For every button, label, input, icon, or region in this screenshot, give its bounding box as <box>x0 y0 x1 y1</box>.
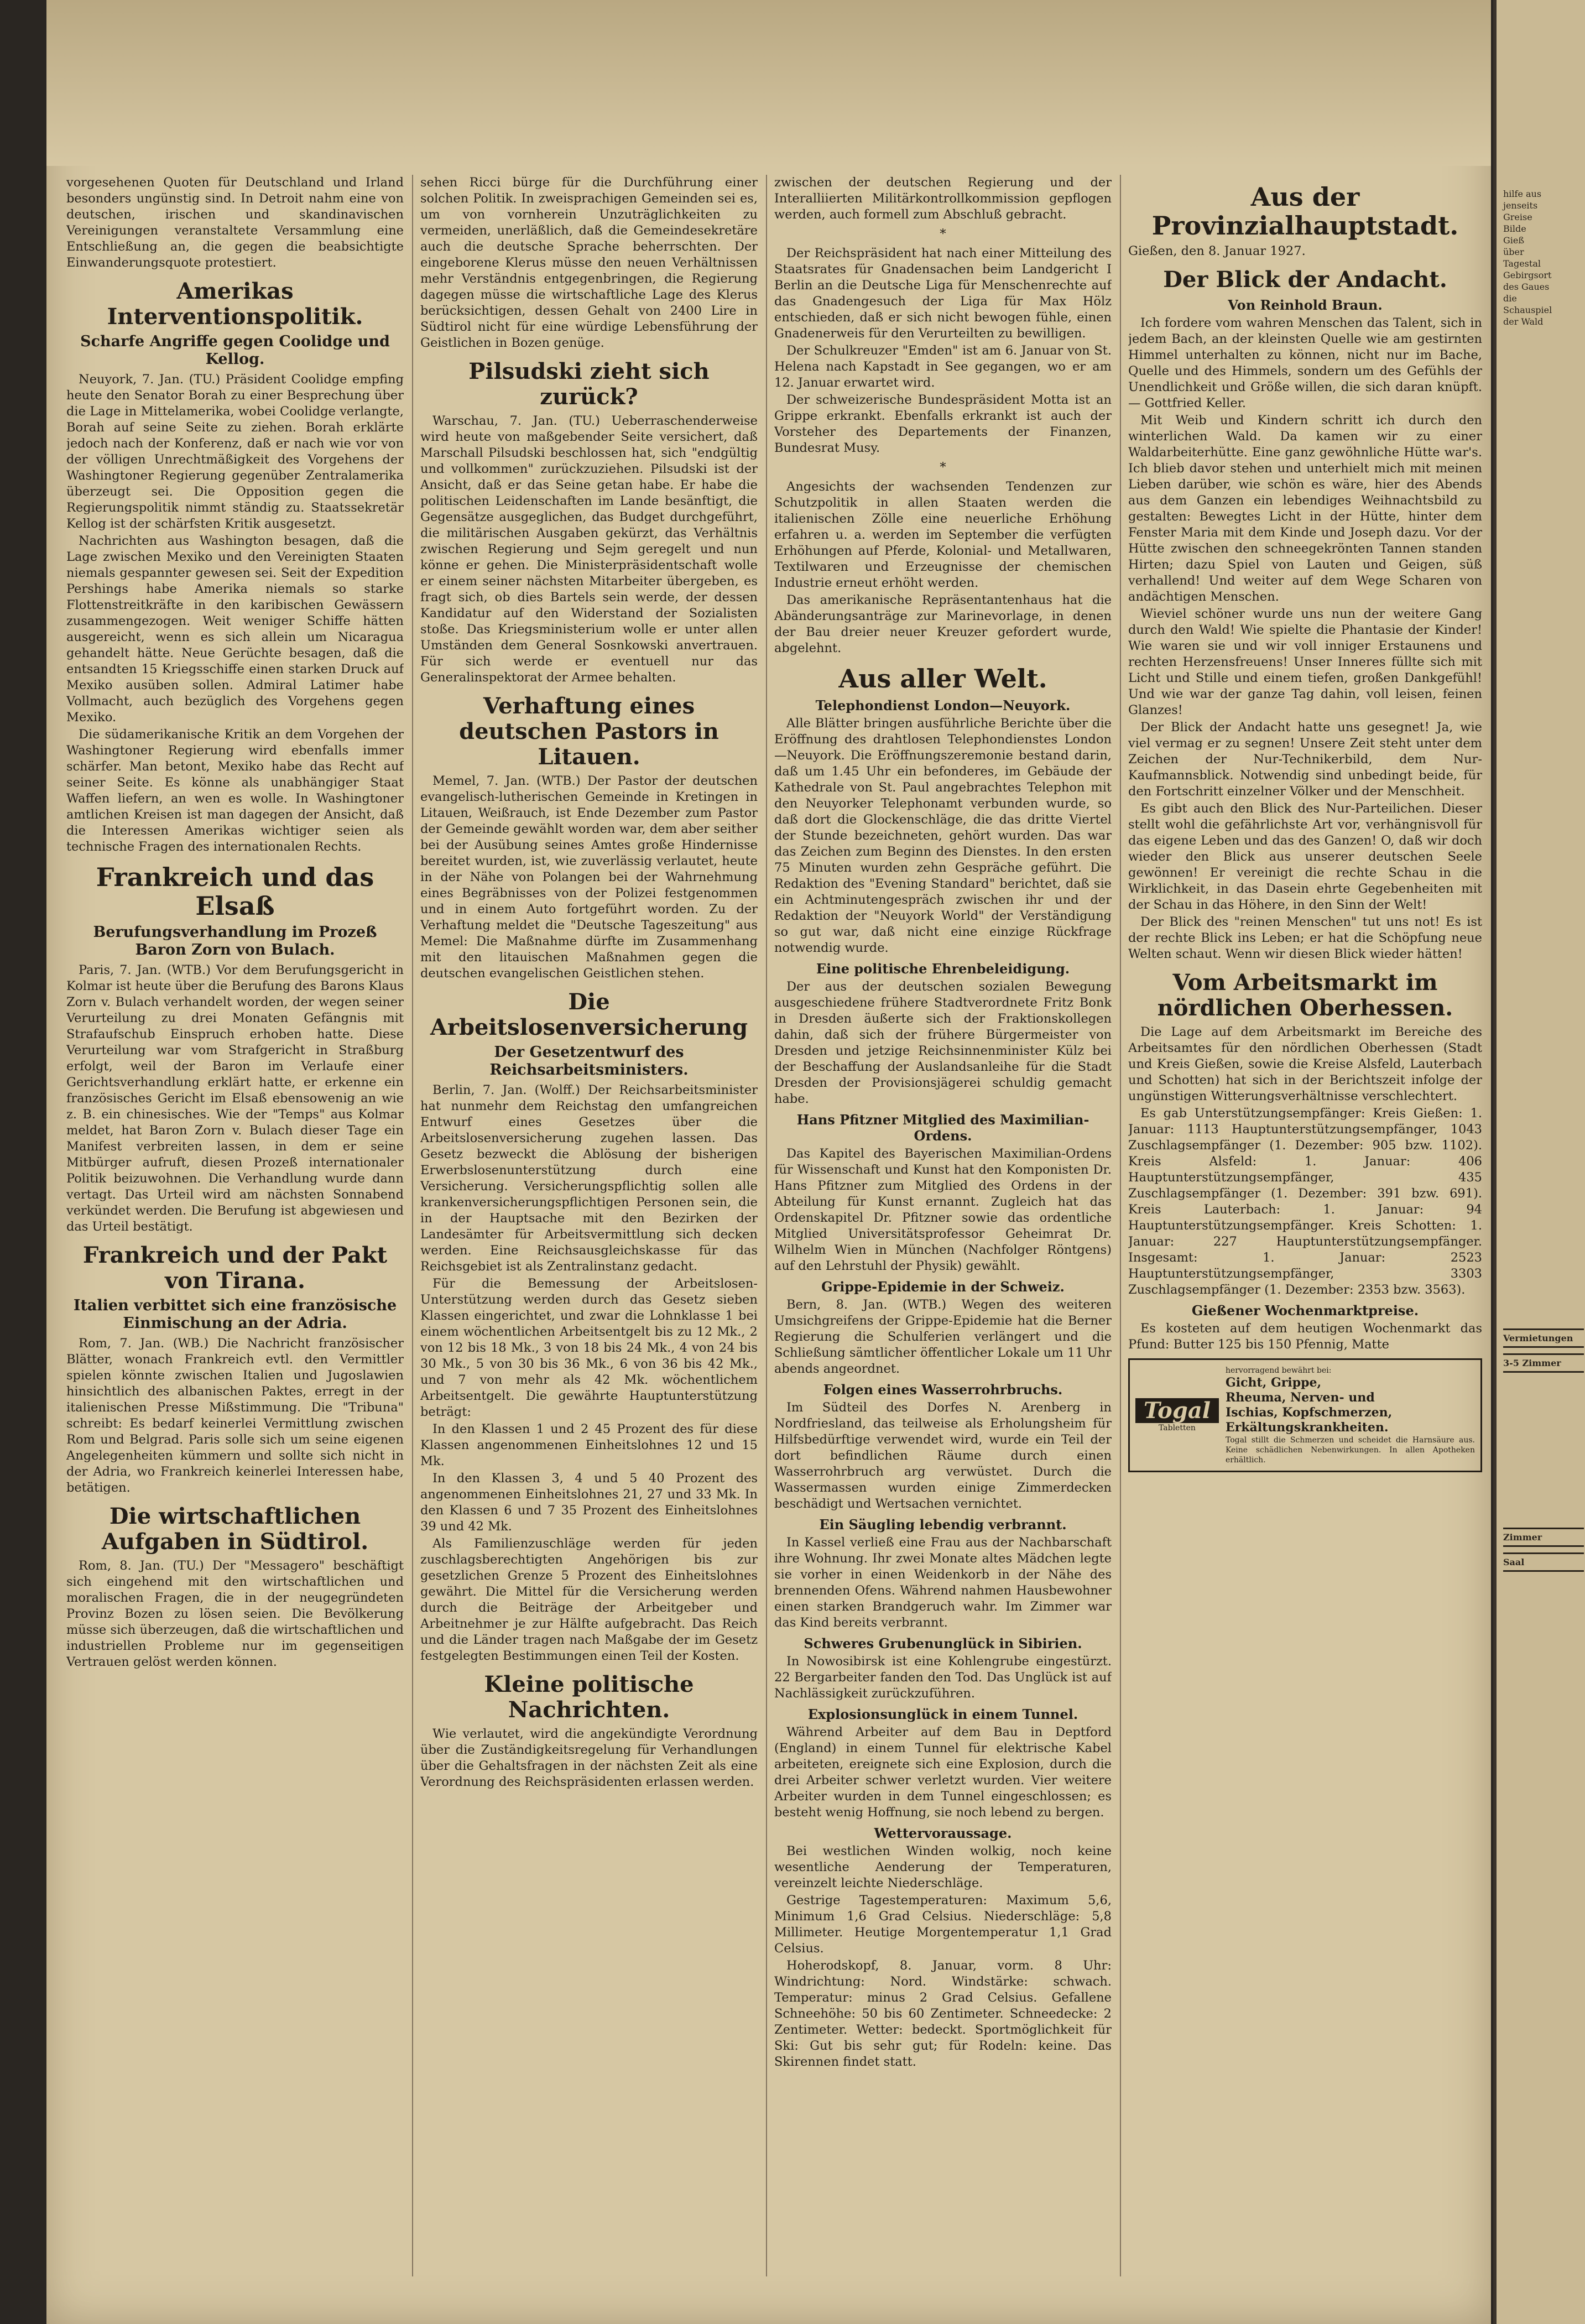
headline-wochenmarkt: Gießener Wochenmarktpreise. <box>1191 1302 1419 1319</box>
separator-star: * <box>940 460 946 475</box>
subheadline-frankreich-elsass: Berufungsverhandlung im Prozeß Baron Zorn von Bulach. <box>93 924 377 958</box>
classified-heading: Zimmer <box>1503 1528 1584 1547</box>
headline-verhaftung: Verhaftung eines deutschen Pastors in Litauen. <box>459 693 719 770</box>
headline-blick-andacht: Der Blick der Andacht. <box>1163 267 1447 293</box>
article-text: Alle Blätter bringen ausführliche Berichte über die Eröffnung des drahtlosen Telephondienstes London—Neuyork. Die Eröffnungszeremonie bestand darin, daß um 1.45 Uhr ein befonderes, im Gebäude der Kathedrale von St. Paul angebrachtes Telephon mit den Neuyorker Telephonamt verbunden wurde, so daß dort die Glockenschläge, die das dritte Viertel der Stunde bezeichneten, gehört wurden. Das war das Zeichen zum Beginn des Dienstes. In den ersten 75 Minuten wurden zehn Gespräche geführt. Die Redaktion des "Evening Standard" berichtet, daß sie ein Achtminutengespräch zwischen ihr und der Redaktion der "Neuyork World" der Verständigung so gut war, daß nicht eine einzige Rückfrage notwendig wurde. <box>774 716 1112 955</box>
article-text: Paris, 7. Jan. (WTB.) Vor dem Berufungsgericht in Kolmar ist heute über die Berufung des Barons Klaus Zorn v. Bulach verhandelt worden, der wegen seiner Verurteilung zu drei Monaten Gefängnis mit Strafaufschub Einspruch erhoben hatte. Diese Verurteilung war vom Strafgericht in Straßburg erfolgt, weil der Baron im Verlaufe einer Gerichtsverhandlung erklärt hatte, er erkenne ein französisches Gericht im Elsaß ebensowenig an wie z. B. ein chinesisches. Wie der "Temps" aus Kolmar meldet, hat Baron Zorn v. Bulach dieser Tage ein Manifest verbreiten lassen, in dem er seine Mitbürger aufruft, diesen Prozeß internationaler Politik beizuwohnen. Die Verhandlung wurde dann vertagt. Das Urteil wird am nächsten Sonnabend verkündet werden. Die Berufung ist abgewiesen und das Urteil bestätigt. <box>66 963 404 1234</box>
ad-line: Ischias, Kopfschmerzen, <box>1225 1405 1393 1420</box>
article-text: In Kassel verließ eine Frau aus der Nachbarschaft ihre Wohnung. Ihr zwei Monate altes Mädchen legte sie vorher in einen Weidenkorb in der Nähe des brennenden Ofens. Während nahmen Hausbewohner einen starken Brandgeruch wahr. Im Zimmer war das Kind bereits verbrannt. <box>774 1535 1112 1630</box>
article-text: Bei westlichen Winden wolkig, noch keine wesentliche Aenderung der Temperaturen, vereinzelt leichte Niederschläge. <box>774 1844 1112 1890</box>
subheadline-wetter: Wettervoraussage. <box>874 1825 1012 1841</box>
column-4 <box>1128 175 1482 2276</box>
ad-fineprint: Togal stillt die Schmerzen und scheidet die Harnsäure aus. Keine schädlichen Nebenwirkungen. In allen Apotheken erhältlich. <box>1225 1436 1475 1465</box>
article-text: Neuyork, 7. Jan. (TU.) Präsident Coolidge empfing heute den Senator Borah zu einer Besprechung über die Lage in Mittelamerika, wobei Coolidge verlangte, Borah auf seine Seite zu ziehen. Borah erklärte jedoch nach der Konferenz, daß er nach wie vor von der völligen Unrechtmäßigkeit des Vorgehens der Washingtoner Regierung gegenüber Zentralamerika überzeugt sei. Die Opposition gegen die Regierungspolitik nimmt ständig zu. Staatssekretär Kellog ist der schärfsten Kritik ausgesetzt. <box>66 372 404 531</box>
adjacent-page-strip <box>1493 0 1585 2324</box>
togal-advertisement <box>1128 1358 1482 1472</box>
article-text: Die Lage auf dem Arbeitsmarkt im Bereiche des Arbeitsamtes für den nördlichen Oberhessen (Stadt und Kreis Gießen, sowie die Kreise Alsfeld, Lauterbach und Schotten) hat sich in der Berichtszeit infolge der ungünstigen Witterungsverhältnisse verschlechtert. <box>1128 1025 1482 1103</box>
article-text: Rom, 7. Jan. (WB.) Die Nachricht französischer Blätter, wonach Frankreich evtl. den Vermittler spielen könnte zwischen Italien und Jugoslawien hinsichtlich des albanischen Paktes, erregt in der italienischen Presse Mißstimmung. Die "Tribuna" schreibt: Es bedarf keinerlei Vermittlung zwischen Rom und Belgrad. Paris solle sich um seine eigenen Angelegenheiten kümmern und sollte sich nicht in der Adria, wo Frankreich keinerlei Interessen habe, betätigen. <box>66 1336 404 1495</box>
article-text: Der Reichspräsident hat nach einer Mitteilung des Staatsrates für Gnadensachen beim Landgericht I Berlin an die Deutsche Liga für Menschenrechte auf das Gnadengesuch der Liga für Max Hölz entschieden, daß er sich nicht bewogen fühle, einen Gnadenerweis für den Verurteilten zu bewilligen. <box>774 246 1112 341</box>
column-1 <box>66 175 404 2276</box>
article-text: Rom, 8. Jan. (TU.) Der "Messagero" beschäftigt sich eingehend mit den wirtschaftlichen und moralischen Fragen, die in der neugegründeten Provinz Bozen zu lösen seien. Die Bevölkerung müsse sich überzeugen, daß die wirtschaftlichen und industriellen Probleme nur im gegenseitigen Vertrauen gelöst werden können. <box>66 1559 404 1669</box>
article-text: Das Kapitel des Bayerischen Maximilian-Ordens für Wissenschaft und Kunst hat den Komponisten Dr. Hans Pfitzner zum Mitglied des Ordens in der Abteilung für Kunst ernannt. Zugleich hat das Ordenskapitel Dr. Pfitzner sowie das ordentliche Mitglied Universitätsprofessor Geheimrat Dr. Wilhelm Wien in München (Nachfolger Röntgens) auf den Lehrstuhl der Physik) gewählt. <box>774 1147 1112 1273</box>
article-text: Der schweizerische Bundespräsident Motta ist an Grippe erkrankt. Ebenfalls erkrankt ist auch der Vorsteher des Departements der Finanzen, Bundesrat Musy. <box>774 393 1112 455</box>
classified-heading: 3-5 Zimmer <box>1503 1353 1584 1373</box>
article-text: In Nowosibirsk ist eine Kohlengrube eingestürzt. 22 Bergarbeiter fanden den Tod. Das Unglück ist auf Nachlässigkeit zurückzuführen. <box>774 1654 1112 1701</box>
article-text: vorgesehenen Quoten für Deutschland und Irland besonders ungünstig sind. In Detroit nahm eine von deutschen, irischen und skandinavischen Vereinigungen veranstaltete Versammlung eine Entschließung an, die gegen die beabsichtigte Einwanderungsquote protestiert. <box>66 175 404 270</box>
column-3 <box>774 175 1112 2276</box>
article-text: In den Klassen 1 und 2 45 Prozent des für diese Klassen angenommenen Einheitslohnes 12 und 15 Mk. <box>420 1422 758 1468</box>
article-text: Es kosteten auf dem heutigen Wochenmarkt das Pfund: Butter 125 bis 150 Pfennig, Matte <box>1128 1321 1482 1352</box>
article-text: Der aus der deutschen sozialen Bewegung ausgeschiedene frühere Stadtverordnete Fritz Bonk in Dresden äußerte sich der Fraktionskollegen dahin, daß sich der frühere Bürgermeister von Dresden und jetzige Reichsinnenminister Külz bei der Beschaffung der Auslandsanleihe für die Stadt Dresden der Provisionsjägerei schuldig gemacht habe. <box>774 979 1112 1106</box>
headline-amerika: Amerikas Interventionspolitik. <box>107 278 363 330</box>
separator-star: * <box>940 227 946 241</box>
headline-suedtirol: Die wirtschaftlichen Aufgaben in Südtirol. <box>101 1503 369 1555</box>
ad-header: hervorragend bewährt bei: <box>1225 1366 1332 1375</box>
article-text: Nachrichten aus Washington besagen, daß die Lage zwischen Mexiko und den Vereinigten Staaten niemals gespannter gewesen sei. Seit der Expedition Pershings habe Amerika niemals so starke Flottenstreitkräfte in den karibischen Gewässern zusammengezogen. Weit weniger Schiffe hätten ausgereicht, wenn es sich allein um Nicaragua gehandelt hätte. Neue Gerüchte besagen, daß die entsandten 15 Kriegsschiffe einen starken Druck auf Mexiko ausüben sollen. Admiral Latimer habe Vollmacht, auch bezüglich des Vorgehens gegen Mexiko. <box>66 534 404 725</box>
article-text: Mit Weib und Kindern schritt ich durch den winterlichen Wald. Da kamen wir zu einer Waldarbeiterhütte. Eine ganz gewöhnliche Hütte war's. Ich blieb davor stehen und unterhielt mich mit meinen Lieben darüber, wie schön es wäre, hier des Abends aus dem Ganzen ein lebendiges Weihnachtsbild zu gestalten: Bewegtes Licht in der Hütte, hinter dem Fenster Maria mit dem Kinde und Joseph dazu. Vor der Hütte zwischen den schneegekrönten Tannen standen Hirten; dazu Spiel von Lauten und Geigen, süß verhallend! Und weiter auf dem Wege Scharen von andächtigen Menschen. <box>1128 413 1482 604</box>
column-rule <box>412 175 413 2276</box>
article-text: In den Klassen 3, 4 und 5 40 Prozent des angenommenen Einheitslohnes 21, 27 und 33 Mk. In den Klassen 6 und 7 35 Prozent des Einheitslohnes 39 und 42 Mk. <box>420 1471 758 1534</box>
subheadline-tunnel: Explosionsunglück in einem Tunnel. <box>807 1706 1078 1722</box>
column-rule <box>1120 175 1121 2276</box>
article-text: Memel, 7. Jan. (WTB.) Der Pastor der deutschen evangelisch-lutherischen Gemeinde in Kretingen in Litauen, Weißrauch, ist Ende Dezember zum Pastor der Gemeinde gewählt worden war, dem aber seither bei der Ausübung seines Amtes große Hindernisse bereitet wurden, ist, wie zuverlässig verlautet, heute in der Nähe von Polangen bei der Wahrnehmung eines Begräbnisses von der Polizei festgenommen und in einem Auto fortgeführt worden. Zu der Verhaftung meldet die "Deutsche Tageszeitung" aus Memel: Die Maßnahme dürfte im Zusammenhang mit den litauischen Maßnahmen gegen die deutschen evangelischen Geistlichen stehen. <box>420 774 758 981</box>
subheadline-amerika: Scharfe Angriffe gegen Coolidge und Kellog. <box>80 333 390 368</box>
ad-line: Rheuma, Nerven- und <box>1225 1390 1375 1405</box>
headline-provinzialhauptstadt: Aus der Provinzialhauptstadt. <box>1151 182 1459 241</box>
headline-kleine-nachrichten: Kleine politische Nachrichten. <box>484 1671 694 1723</box>
subheadline-ehrenbeleidigung: Eine politische Ehrenbeleidigung. <box>816 961 1070 977</box>
article-text: Das amerikanische Repräsentantenhaus hat die Abänderungsanträge zur Marinevorlage, in denen der Bau dreier neuer Kreuzer gefordert wurde, abgelehnt. <box>774 593 1112 655</box>
article-text: Wieviel schöner wurde uns nun der weitere Gang durch den Wald! Wie spielte die Phantasie der Kinder! Wie waren sie und wir voll inniger Erstaunens und rechten Herzensfreuens! Unser Inneres füllte sich mit Licht und Stille und einem tiefen, großen Dankgefühl! Und wie war der ganze Tag dahin, voll leisen, feinen Glanzes! <box>1128 607 1482 717</box>
article-text: Wie verlautet, wird die angekündigte Verordnung über die Zuständigkeitsregelung für Verhandlungen über die Gehaltsfragen in der nächsten Zeit als eine Verordnung des Reichspräsidenten erlassen werden. <box>420 1727 758 1789</box>
article-text: Für die Bemessung der Arbeitslosen-Unterstützung werden durch das Gesetz sieben Klassen eingerichtet, und zwar die Lohnklasse 1 bei einem wöchentlichen Arbeitsentgelt bis zu 12 Mk., 2 von 12 bis 18 Mk., 3 von 18 bis 24 Mk., 4 von 24 bis 30 Mk., 5 von 30 bis 36 Mk., 6 von 36 bis 42 Mk., und 7 von mehr als 42 Mk. wöchentlichem Arbeitsentgelt. Die gewährte Hauptunterstützung beträgt: <box>420 1276 758 1419</box>
headline-arbeitsmarkt: Vom Arbeitsmarkt im nördlichen Oberhessen. <box>1157 970 1453 1021</box>
ad-line: Gicht, Grippe, <box>1225 1375 1322 1390</box>
classified-heading: Saal <box>1503 1552 1584 1572</box>
subheadline-maximilian: Hans Pfitzner Mitglied des Maximilian-Ordens. <box>796 1112 1089 1144</box>
headline-arbeitslosenversicherung: Die Arbeitslosenversicherung <box>430 989 748 1040</box>
subheadline-arbeitslosenversicherung: Der Gesetzentwurf des Reichsarbeitsministers. <box>489 1044 689 1078</box>
article-text: Hoherodskopf, 8. Januar, vorm. 8 Uhr: Windrichtung: Nord. Windstärke: schwach. Temperatur: minus 2 Grad Celsius. Gefallene Schneehöhe: 50 bis 60 Zentimeter. Schneedecke: 2 Zentimeter. Wetter: bedeckt. Sportmöglichkeit für Ski: Gut bis sehr gut; für Rodeln: keine. Das Skirennen findet statt. <box>774 1958 1112 2069</box>
headline-pilsudski: Pilsudski zieht sich zurück? <box>468 358 710 410</box>
article-text: Es gibt auch den Blick des Nur-Parteilichen. Dieser stellt wohl die gefährlichste Art vor, verhängnisvoll für das eigene Leben und das des Ganzen! O, daß wir doch wieder den Blick aus unserer deutschen Seele gewönnen! Er vereinigt die rechte Schau in die Wirklichkeit, in das Dasein ehrte Gegebenheiten mit der Schau in das Höhere, in den Sinn der Welt! <box>1128 801 1482 912</box>
page-top-shading <box>46 0 1491 166</box>
adjacent-page-text: hilfe aus jenseits Greise Bilde Gieß über Tagestal Gebirgsort des Gaues die Schauspiel der Wald Vermietungen 3-5 Zimmer Zimmer Saal <box>1497 0 1585 1572</box>
article-text: Der Schulkreuzer "Emden" ist am 6. Januar von St. Helena nach Kapstadt in See gegangen, wo er am 12. Januar erwartet wird. <box>774 343 1112 390</box>
subheadline-wasser: Folgen eines Wasserrohrbruchs. <box>823 1382 1063 1398</box>
article-text: Berlin, 7. Jan. (Wolff.) Der Reichsarbeitsminister hat nunmehr dem Reichstag den umfangreichen Entwurf eines Gesetzes über die Arbeitslosenversicherung zugehen lassen. Das Gesetz bezweckt die Ablösung der bisherigen Erwerbslosenunterstützung durch eine Versicherung. Versicherungspflichtig sollen alle krankenversicherungspflichtigen Personen sein, die in der Hauptsache mit den Bezirken der Landesämter für Arbeitsvermittlung sich decken werden. Eine Reichsausgleichskasse für das Reichsgebiet ist als Zentralinstanz gedacht. <box>420 1083 758 1274</box>
subheadline-saeugling: Ein Säugling lebendig verbrannt. <box>819 1517 1067 1533</box>
article-text: Gestrige Tagestemperaturen: Maximum 5,6, Minimum 1,6 Grad Celsius. Niederschläge: 5,8 Millimeter. Heutige Morgentemperatur 1,1 Grad Celsius. <box>774 1893 1112 1956</box>
article-text: Der Blick der Andacht hatte uns gesegnet! Ja, wie viel vermag er zu segnen! Unsere Zeit steht unter dem Zeichen der Nur-Technikerbild, dem Nur-Kaufmannsblick. Notwendig sind unbedingt beide, für den Fortschritt einzelner Völker und der Menschheit. <box>1128 720 1482 799</box>
article-text: Warschau, 7. Jan. (TU.) Ueberraschenderweise wird heute von maßgebender Seite versichert, daß Marschall Pilsudski beschlossen hat, sich "endgültig und vollkommen" zurückzuziehen. Pilsudski ist der Ansicht, daß er das Seine getan habe. Er habe die politischen Leidenschaften im Lande besänftigt, die Gegensätze ausgeglichen, das Budget durchgeführt, die militärischen Ausgaben gekürzt, das Verhältnis zwischen Regierung und Sejm geregelt und nun könne er gehen. Die Ministerpräsidentschaft wolle er einem seiner nächsten Mitarbeiter übergeben, es fragt sich, ob dies Bartels sein werde, der dessen Kandidatur auf den Widerstand der Sozialisten stoße. Das Kriegsministerium wolle er unter allen Umständen dem General Sosnkowski anvertrauen. Für sich werde er eventuell nur das Generalinspektorat der Armee behalten. <box>420 414 758 685</box>
article-text: Bern, 8. Jan. (WTB.) Wegen des weiteren Umsichgreifens der Grippe-Epidemie hat die Berner Regierung die Schulferien verlängert und die Schließung sämtlicher öffentlicher Lokale um 11 Uhr abends angeordnet. <box>774 1298 1112 1376</box>
article-text: Die südamerikanische Kritik an dem Vorgehen der Washingtoner Regierung wird ebenfalls immer schärfer. Man betont, Mexiko habe das Recht auf seiner Seite. Es könne als unabhängiger Staat Waffen liefern, an wen es wolle. In Washingtoner amtlichen Kreisen ist man dagegen der Ansicht, daß die Interessen Amerikas wichtiger seien als technische Fragen des internationalen Rechts. <box>66 727 404 854</box>
ad-line: Erkältungskrankheiten. <box>1225 1420 1389 1435</box>
headline-frankreich-elsass: Frankreich und das Elsaß <box>96 862 374 921</box>
column-rule <box>766 175 767 2276</box>
article-text: zwischen der deutschen Regierung und der Interalliierten Militärkontrollkommission gepflogen werden, auch formell zum Abschluß gebracht. <box>774 175 1112 222</box>
article-text: sehen Ricci bürge für die Durchführung einer solchen Politik. In zweisprachigen Gemeinden sei es, um von vornherein Unzuträglichkeiten zu vermeiden, unerläßlich, daß die Gemeindesekretäre auch die deutsche Sprache beherrschten. Der eingeborene Klerus müsse den neuen Verhältnissen mehr Verständnis entgegenbringen, die Regierung dagegen müsse die wirtschaftliche Lage des Klerus berücksichtigen, dessen Gehalt von 2400 Lire in Südtirol nicht für eine würdige Lebensführung der Geistlichen in Bozen genüge. <box>420 175 758 350</box>
article-text: Es gab Unterstützungsempfänger: Kreis Gießen: 1. Januar: 1113 Hauptunterstützungsempfänger, 1043 Zuschlagsempfänger (1. Dezember: 905 bzw. 1102). Kreis Alsfeld: 1. Januar: 406 Hauptunterstützungsempfänger, 435 Zuschlagsempfänger (1. Dezember: 391 bzw. 691). Kreis Lauterbach: 1. Januar: 94 Hauptunterstützungsempfänger. Kreis Schotten: 1. Januar: 227 Hauptunterstützungsempfänger. Insgesamt: 1. Januar: 2523 Hauptunterstützungsempfänger, 3303 Zuschlagsempfänger (1. Dezember: 2353 bzw. 3563). <box>1128 1106 1482 1297</box>
article-text: Der Blick des "reinen Menschen" tut uns not! Es ist der rechte Blick ins Leben; er hat die Schöpfung neue Welten schaut. Wenn wir diesen Blick wieder hätten! <box>1128 915 1482 961</box>
headline-pakt-tirana: Frankreich und der Pakt von Tirana. <box>82 1242 388 1294</box>
column-2 <box>420 175 758 2276</box>
article-text: Ich fordere vom wahren Menschen das Talent, sich in jedem Bach, an der kleinsten Quelle wie am gestirnten Himmel unterhalten zu können, nicht nur im Bache, Quelle und des Himmels, sondern um des Gefühls der Unendlichkeit und Größe willen, die sich daran knüpft. — Gottfried Keller. <box>1128 316 1482 410</box>
dateline: Gießen, den 8. Januar 1927. <box>1128 244 1306 258</box>
article-text: Angesichts der wachsenden Tendenzen zur Schutzpolitik in allen Staaten werden die italienischen Zölle eine neuerliche Erhöhung erfahren u. a. werden im September die verfügten Erhöhungen auf Pferde, Kolonial- und Metallwaren, Textilwaren und Erzeugnisse der chemischen Industrie erneut erhöht werden. <box>774 480 1112 590</box>
article-text: Im Südteil des Dorfes N. Arenberg in Nordfriesland, das teilweise als Erholungsheim für Hilfsbedürftige verwendet wird, wurde ein Teil der dort befindlichen Räume durch einen Wasserrohrbruch arg verwüstet. Durch die Wassermassen wurden einige Zimmerdecken beschädigt und Wertsachen vernichtet. <box>774 1400 1112 1511</box>
author-line: Von Reinhold Braun. <box>1228 297 1383 313</box>
subheadline-pakt-tirana: Italien verbittet sich eine französische Einmischung an der Adria. <box>73 1297 397 1332</box>
classified-heading: Vermietungen <box>1503 1328 1584 1348</box>
subheadline-grippe: Grippe-Epidemie in der Schweiz. <box>821 1279 1065 1295</box>
togal-logo: Togal Tabletten <box>1135 1398 1219 1433</box>
article-text: Während Arbeiter auf dem Bau in Deptford (England) in einem Tunnel für elektrische Kabel arbeiteten, ereignete sich eine Explosion, durch die drei Arbeiter schwer verletzt wurden. Vier weitere Arbeiter wurden in dem Tunnel eingeschlossen; es besteht wenig Hoffnung, sie noch lebend zu bergen. <box>774 1725 1112 1820</box>
article-text: Als Familienzuschläge werden für jeden zuschlagsberechtigten Angehörigen bis zur gesetzlichen Grenze 5 Prozent des Einheitslohnes gewährt. Die Mittel für die Versicherung werden durch die Beiträge der Arbeitgeber und Arbeitnehmer je zur Hälfte aufgebracht. Das Reich und die Länder tragen nach Maßgabe der im Gesetz festgelegten Bestimmungen einen Teil der Kosten. <box>420 1536 758 1663</box>
subheadline-telephon: Telephondienst London—Neuyork. <box>815 697 1071 713</box>
subheadline-sibirien: Schweres Grubenunglück in Sibirien. <box>804 1635 1082 1651</box>
headline-aus-aller-welt: Aus aller Welt. <box>838 664 1047 694</box>
